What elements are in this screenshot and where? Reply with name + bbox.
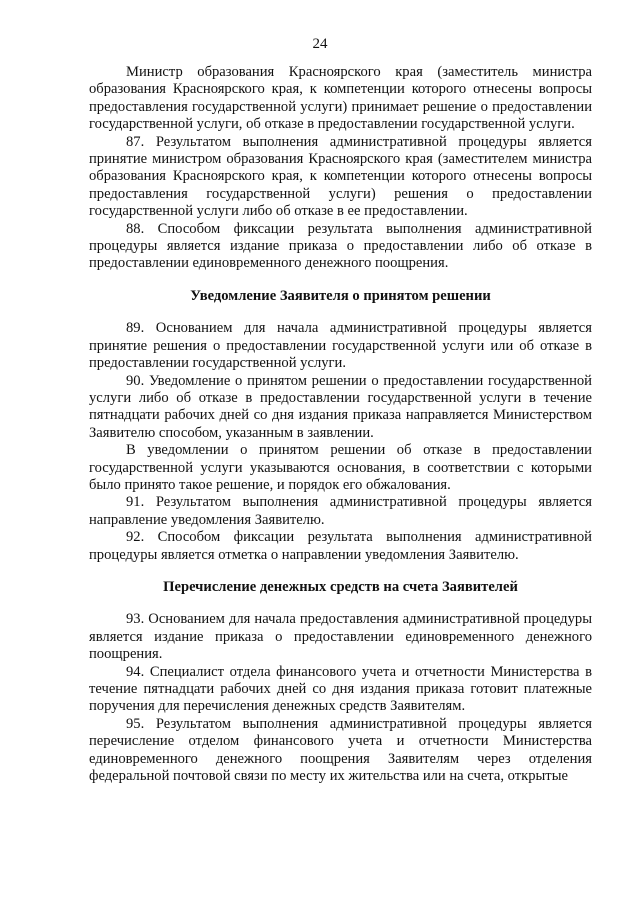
paragraph-94: 94. Специалист отдела финансового учета и отчетности Министерства в течение пятнадцати рабочих дней со дня издания приказа готовит платежные поручения для перечисления денежных средств Заявителям.: [89, 663, 592, 715]
spacer: [89, 305, 592, 320]
spacer: [89, 273, 592, 288]
spacer: [89, 596, 592, 611]
paragraph-87: 87. Результатом выполнения административной процедуры является принятие министром образования Красноярского края (заместителем министра образования Красноярского края, к компетенции которого отнесены вопросы предоставления государственной услуги) решения о предоставлении государственной услуги либо об отказе в ее предоставлении.: [89, 133, 592, 220]
paragraph-88: 88. Способом фиксации результата выполнения административной процедуры является издание приказа о предоставлении либо об отказе в предоставлении единовременного денежного поощрения.: [89, 220, 592, 272]
spacer: [89, 564, 592, 579]
paragraph-intro: Министр образования Красноярского края (заместитель министра образования Красноярского края, к компетенции которого отнесены вопросы предоставления государственной услуги) принимает решение о предоставлении государственной услуги, об отказе в предоставлении государственной услуги.: [89, 64, 592, 133]
paragraph-91: 91. Результатом выполнения административной процедуры является направление уведомления Заявителю.: [89, 494, 592, 528]
section-heading-transfer: Перечисление денежных средств на счета Заявителей: [163, 578, 518, 595]
paragraph-92: 92. Способом фиксации результата выполнения административной процедуры является отметка о направлении уведомления Заявителю.: [89, 529, 592, 563]
section-heading-notification: Уведомление Заявителя о принятом решении: [190, 287, 491, 304]
paragraph-90: 90. Уведомление о принятом решении о предоставлении государственной услуги либо об отказе в предоставлении государственной услуги в течение пятнадцати рабочих дней со дня издания приказа направляется Министерством Заявителю способом, указанным в заявлении.: [89, 372, 592, 441]
paragraph-89: 89. Основанием для начала административной процедуры является принятие решения о предоставлении государственной услуги или об отказе в предоставлении государственной услуги.: [89, 320, 592, 372]
paragraph-93: 93. Основанием для начала предоставления административной процедуры является издание приказа о предоставлении единовременного денежного поощрения.: [89, 611, 592, 663]
paragraph-95: 95. Результатом выполнения административной процедуры является перечисление отделом финансового учета и отчетности Министерства единовременного денежного поощрения Заявителям через отделения федеральной почтовой связи по месту их жительства или на счета, открытые: [89, 715, 592, 785]
page-number: 24: [312, 36, 328, 52]
paragraph-90-continued: В уведомлении о принятом решении об отказе в предоставлении государственной услуги указываются основания, в соответствии с которыми было принято такое решение, и порядок его обжалования.: [89, 442, 592, 493]
document-body: [89, 64, 592, 785]
